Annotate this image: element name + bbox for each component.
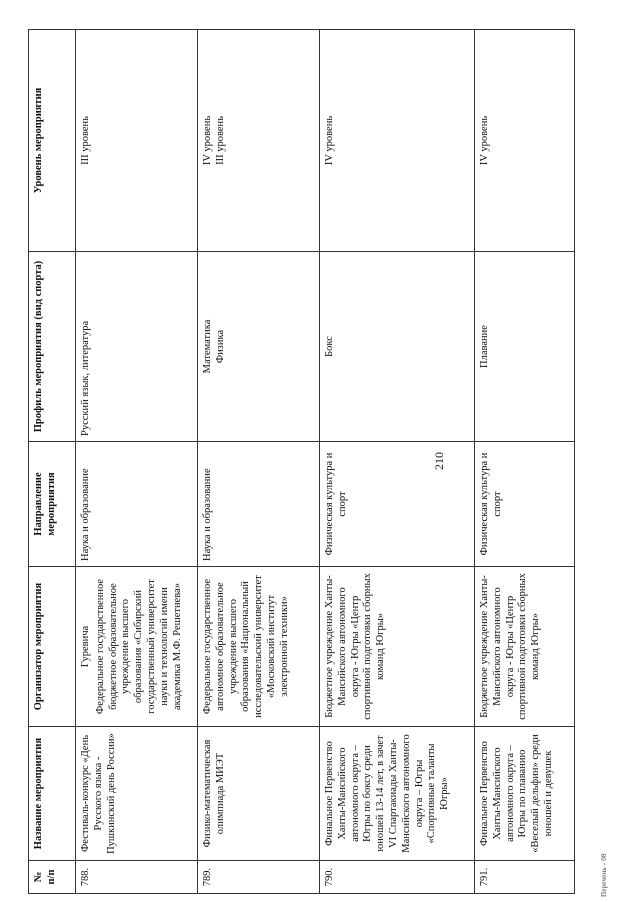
row-organizer: Бюджетное учреждение Ханты-Мансийского автономного округа - Югры «Центр спортивной подготовки сборных команд Югры»	[475, 567, 575, 727]
row-name: Финальное Первенство Ханты-Мансийского автономного округа – Югры по плаванию «Веселый дельфин» среди юношей и девушек	[475, 727, 575, 861]
row-name: Физико-математическая олимпиада МИЭТ	[198, 727, 320, 861]
profile-item: Русский язык, литература	[80, 320, 91, 436]
table-row	[320, 30, 475, 894]
level-item: III уровень	[214, 116, 226, 165]
row-level	[198, 30, 320, 252]
level-item: IV уровень	[324, 115, 335, 166]
profile-item: Плавание	[479, 325, 490, 368]
header-organizer: Организатор мероприятия	[29, 567, 76, 727]
row-level	[76, 30, 198, 252]
row-name: Фестиваль-конкурс «День Русского языка - Пушкинский день России»	[76, 727, 198, 861]
page-number: 210	[432, 452, 446, 470]
row-num: 788.	[76, 861, 198, 894]
row-organizer: Федеральное государственное бюджетное образовательное учреждение высшего образования «Сибирский государственный университет науки и технологий имени академика М.Ф. Решетнева»	[94, 578, 183, 715]
row-organizer-cell	[76, 567, 198, 727]
header-name: Название мероприятия	[29, 727, 76, 861]
row-profile	[76, 252, 198, 442]
row-organizer: Федеральное государственное автономное образовательное учреждение высшего образования «Национальный исследовательский университет «Московский институт электронной техники»	[198, 567, 320, 727]
table-row	[198, 30, 320, 894]
row-organizer: Бюджетное учреждение Ханты-Мансийского автономного округа - Югры «Центр спортивной подготовки сборных команд Югры»	[320, 567, 475, 727]
profile-item: Бокс	[324, 336, 335, 357]
header-level: Уровень мероприятия	[29, 30, 76, 252]
row-num: 789.	[198, 861, 320, 894]
table-row	[475, 30, 575, 894]
events-table	[28, 29, 575, 894]
header-direction: Направление мероприятия	[29, 442, 76, 567]
level-item: IV уровень	[202, 115, 213, 166]
footer-label: Перечень - 08	[600, 853, 608, 897]
organizer-carryover: Гуревича	[80, 625, 91, 668]
table-header-row	[29, 30, 76, 894]
row-profile	[198, 252, 320, 442]
header-profile: Профиль мероприятия (вид спорта)	[29, 252, 76, 442]
level-item: III уровень	[80, 116, 91, 165]
row-direction: Наука и образование	[76, 442, 198, 567]
row-name: Финальное Первенство Ханты-Мансийского автономного округа – Югры по боксу среди юношей 13-14 лет, в зачет VI Спартакиады Ханты-Мансийского автономного округа – Югры «Спортивные таланты Югры»	[320, 727, 475, 861]
level-item: IV уровень	[479, 115, 490, 166]
row-num: 790.	[320, 861, 475, 894]
row-level	[320, 30, 475, 252]
row-direction: Наука и образование	[198, 442, 320, 567]
row-profile	[475, 252, 575, 442]
row-level	[475, 30, 575, 252]
profile-item: Физика	[214, 329, 226, 364]
row-profile	[320, 252, 475, 442]
row-num: 791.	[475, 861, 575, 894]
profile-item: Математика	[202, 319, 213, 374]
row-direction: Физическая культура и спорт	[320, 442, 475, 567]
table-row	[76, 30, 198, 894]
header-num: № п/п	[29, 861, 76, 894]
row-direction: Физическая культура и спорт	[475, 442, 575, 567]
